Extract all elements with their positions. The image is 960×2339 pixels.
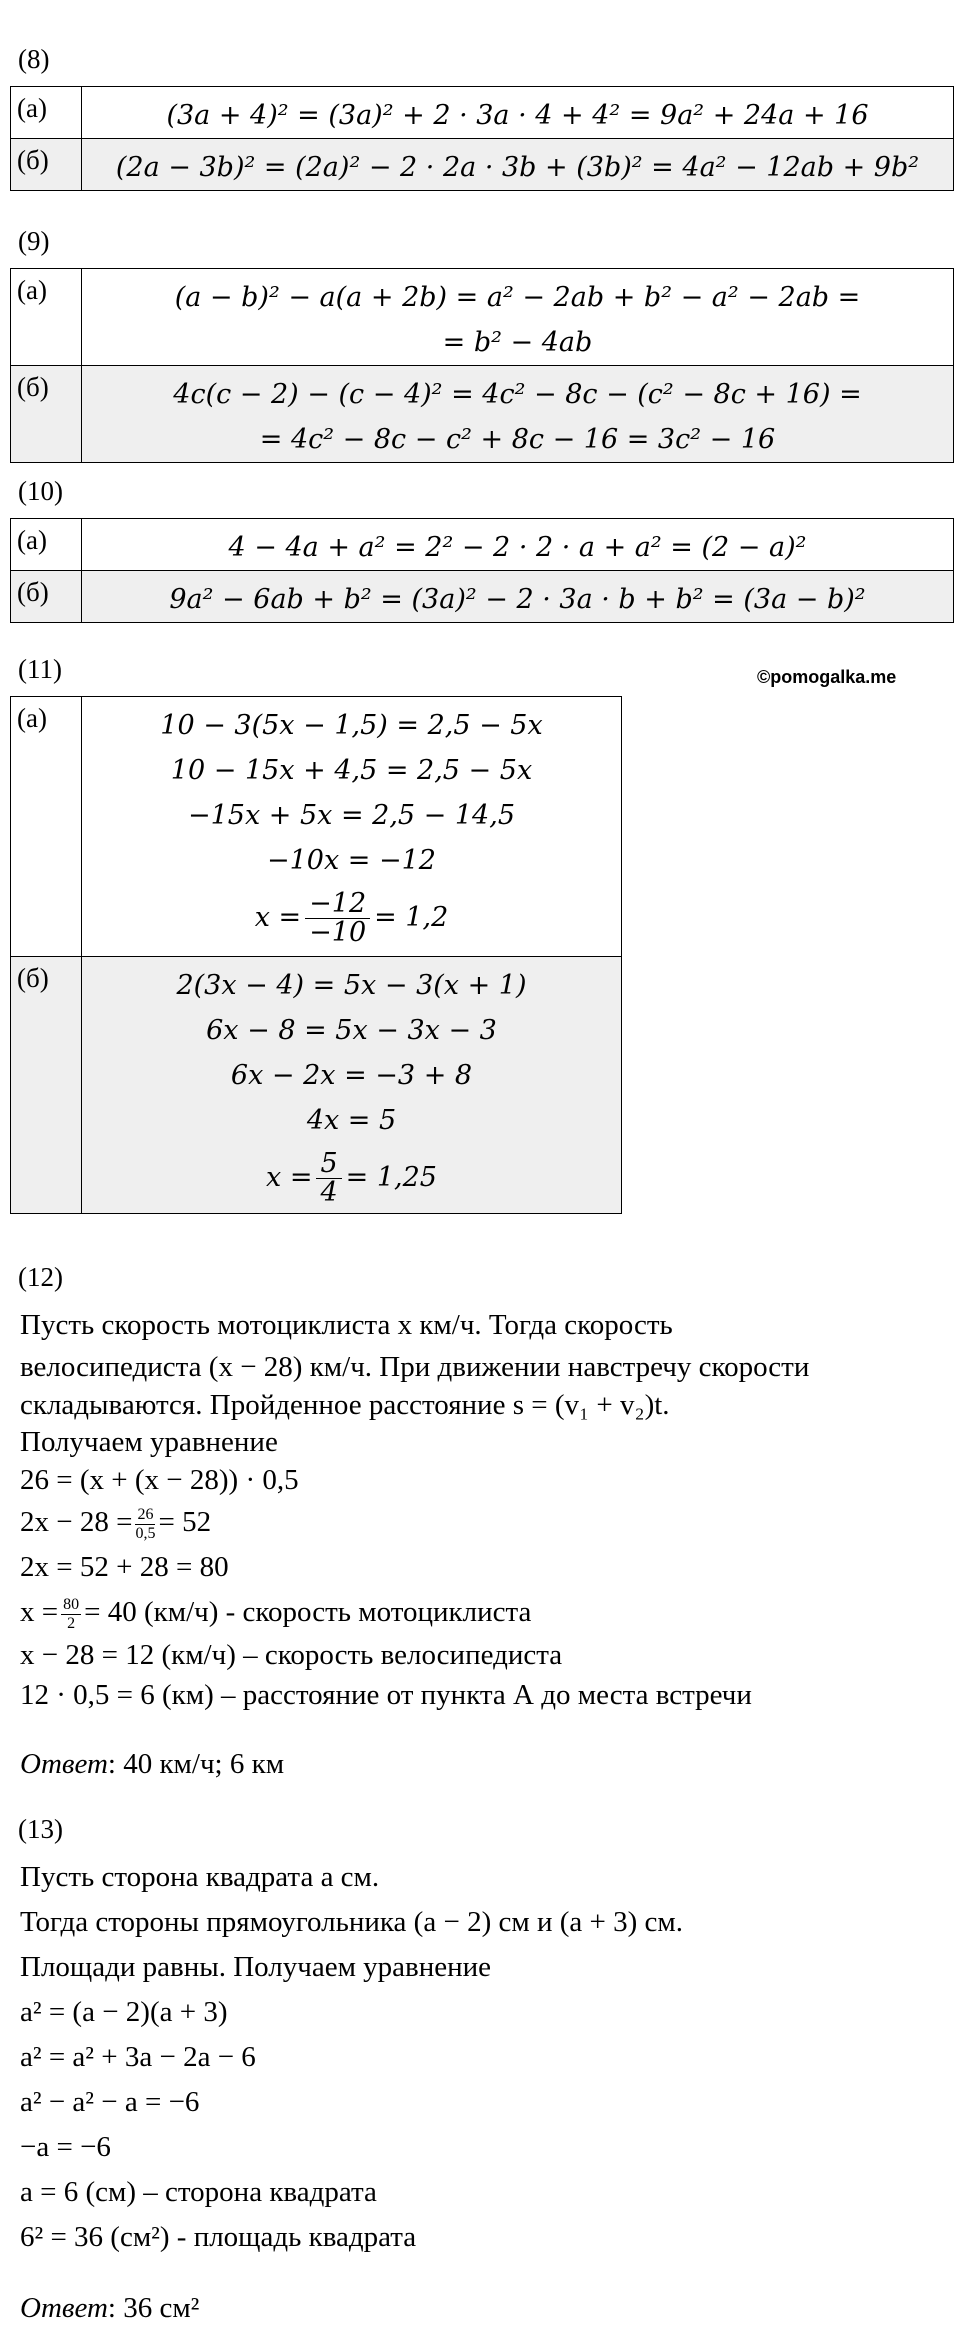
fraction-numerator: 80 — [63, 1596, 80, 1614]
row-label: (б) — [11, 571, 82, 623]
fraction-denominator: −10 — [309, 917, 367, 948]
fraction — [61, 1596, 81, 1632]
table-row — [11, 519, 954, 571]
text-line: 26 = (x + (x − 28)) · 0,5 — [20, 1464, 299, 1496]
section-11-number: (11) — [18, 654, 62, 684]
text-line: x − 28 = 12 (км/ч) – скорость велосипедиста — [20, 1639, 563, 1671]
equation-cell — [82, 139, 954, 191]
text-line: −a = −6 — [20, 2131, 111, 2163]
fraction-numerator: −12 — [305, 890, 370, 919]
section-13-number: (13) — [18, 1814, 63, 1844]
fraction-numerator: 26 — [137, 1506, 154, 1524]
fraction — [135, 1506, 155, 1542]
section-12-number: (12) — [18, 1262, 63, 1292]
table-row — [11, 957, 622, 1214]
answer-label: Ответ — [20, 2292, 108, 2324]
fraction-lhs: 2x − 28 = — [20, 1506, 133, 1538]
text-line: Пусть скорость мотоциклиста x км/ч. Тогда скорость — [20, 1309, 673, 1341]
fraction-equation-line — [82, 1143, 621, 1213]
fraction-text-line — [20, 1590, 950, 1635]
equation-line: −10x = −12 — [267, 845, 436, 876]
equation-line: = b² − 4ab — [442, 327, 593, 358]
fraction-equation-line — [82, 883, 621, 953]
fraction — [316, 1147, 341, 1208]
text-line: a² = (a − 2)(a + 3) — [20, 1996, 228, 2028]
section-12-text — [20, 1303, 950, 1715]
section-10-number: (10) — [18, 476, 63, 506]
section-11-table — [10, 696, 622, 1214]
equation-line: (3a + 4)² = (3a)² + 2 · 3a · 4 + 4² = 9a² + 24a + 16 — [166, 100, 869, 131]
section-8-table — [10, 86, 954, 191]
text-line: Площади равны. Получаем уравнение — [20, 1951, 492, 1983]
equation-line: 6x − 2x = −3 + 8 — [230, 1060, 473, 1091]
equation-line: (a − b)² − a(a + 2b) = a² − 2ab + b² − a² − 2ab = — [174, 282, 861, 313]
section-13-text — [20, 1855, 950, 2260]
answer-value: : 40 км/ч; 6 км — [107, 1748, 285, 1780]
fraction — [305, 887, 370, 948]
equation-line: −15x + 5x = 2,5 − 14,5 — [187, 800, 516, 831]
equation-line: 4c(c − 2) − (c − 4)² = 4c² − 8c − (c² − 8c + 16) = — [173, 379, 862, 410]
fraction-rhs: = 52 — [158, 1506, 212, 1538]
equation-cell — [82, 269, 954, 366]
fraction-lhs: x = — [266, 1162, 313, 1193]
section-12-answer — [20, 1748, 284, 1781]
section-10-table — [10, 518, 954, 623]
text-line: 6² = 36 (см²) - площадь квадрата — [20, 2221, 417, 2253]
equation-line: 2(3x − 4) = 5x − 3(x + 1) — [176, 970, 527, 1001]
equation-line: 10 − 15x + 4,5 = 2,5 − 5x — [170, 755, 533, 786]
answer-value: : 36 см² — [107, 2292, 200, 2324]
fraction-lhs: x = — [254, 902, 302, 933]
fraction-denominator: 0,5 — [135, 1524, 156, 1542]
row-label: (а) — [11, 519, 82, 571]
equation-cell — [82, 697, 622, 957]
fraction-rhs: = 40 (км/ч) - скорость мотоциклиста — [84, 1596, 532, 1628]
text-line: складываются. Пройденное расстояние s = (v₁ + v₂)t. — [20, 1389, 670, 1421]
equation-cell — [82, 519, 954, 571]
text-line: a = 6 (см) – сторона квадрата — [20, 2176, 377, 2208]
row-label: (б) — [11, 366, 82, 463]
fraction-rhs: = 1,2 — [374, 902, 449, 933]
table-row — [11, 139, 954, 191]
watermark: ©pomogalka.me — [757, 667, 897, 687]
row-label: (а) — [11, 87, 82, 139]
equation-line: 9a² − 6ab + b² = (3a)² − 2 · 3a · b + b² = (3a − b)² — [169, 584, 866, 615]
text-line: Пусть сторона квадрата a см. — [20, 1861, 380, 1893]
text-line: Получаем уравнение — [20, 1426, 278, 1458]
row-label: (б) — [11, 139, 82, 191]
table-row — [11, 366, 954, 463]
text-line: Тогда стороны прямоугольника (a − 2) см и (a + 3) см. — [20, 1906, 683, 1938]
row-label: (а) — [11, 697, 82, 957]
text-line: a² = a² + 3a − 2a − 6 — [20, 2041, 256, 2073]
section-8-number: (8) — [18, 44, 50, 74]
equation-cell — [82, 87, 954, 139]
table-row — [11, 269, 954, 366]
equation-cell — [82, 366, 954, 463]
equation-line: = 4c² − 8c − c² + 8c − 16 = 3c² − 16 — [259, 424, 776, 455]
fraction-rhs: = 1,25 — [345, 1162, 437, 1193]
fraction-denominator: 4 — [320, 1177, 338, 1208]
equation-cell — [82, 571, 954, 623]
text-line: 12 · 0,5 = 6 (км) – расстояние от пункта А до места встречи — [20, 1679, 752, 1711]
text-line: 2x = 52 + 28 = 80 — [20, 1551, 229, 1583]
equation-line: (2a − 3b)² = (2a)² − 2 · 2a · 3b + (3b)² = 4a² − 12ab + 9b² — [115, 152, 920, 183]
row-label: (б) — [11, 957, 82, 1214]
table-row — [11, 697, 622, 957]
section-9-table — [10, 268, 954, 463]
text-line: a² − a² − a = −6 — [20, 2086, 200, 2118]
table-row — [11, 87, 954, 139]
text-line: велосипедиста (x − 28) км/ч. При движении навстречу скорости — [20, 1351, 810, 1383]
section-9-number: (9) — [18, 226, 50, 256]
fraction-lhs: x = — [20, 1596, 59, 1628]
row-label: (а) — [11, 269, 82, 366]
equation-cell — [82, 957, 622, 1214]
answer-label: Ответ — [20, 1748, 108, 1780]
fraction-text-line — [20, 1500, 950, 1545]
section-13-answer — [20, 2292, 199, 2325]
fraction-denominator: 2 — [67, 1614, 76, 1632]
equation-line: 10 − 3(5x − 1,5) = 2,5 − 5x — [160, 710, 543, 741]
equation-line: 4 − 4a + a² = 2² − 2 · 2 · a + a² = (2 − a)² — [228, 532, 807, 563]
table-row — [11, 571, 954, 623]
equation-line: 4x = 5 — [306, 1105, 397, 1136]
equation-line: 6x − 8 = 5x − 3x − 3 — [206, 1015, 497, 1046]
fraction-numerator: 5 — [316, 1150, 341, 1179]
